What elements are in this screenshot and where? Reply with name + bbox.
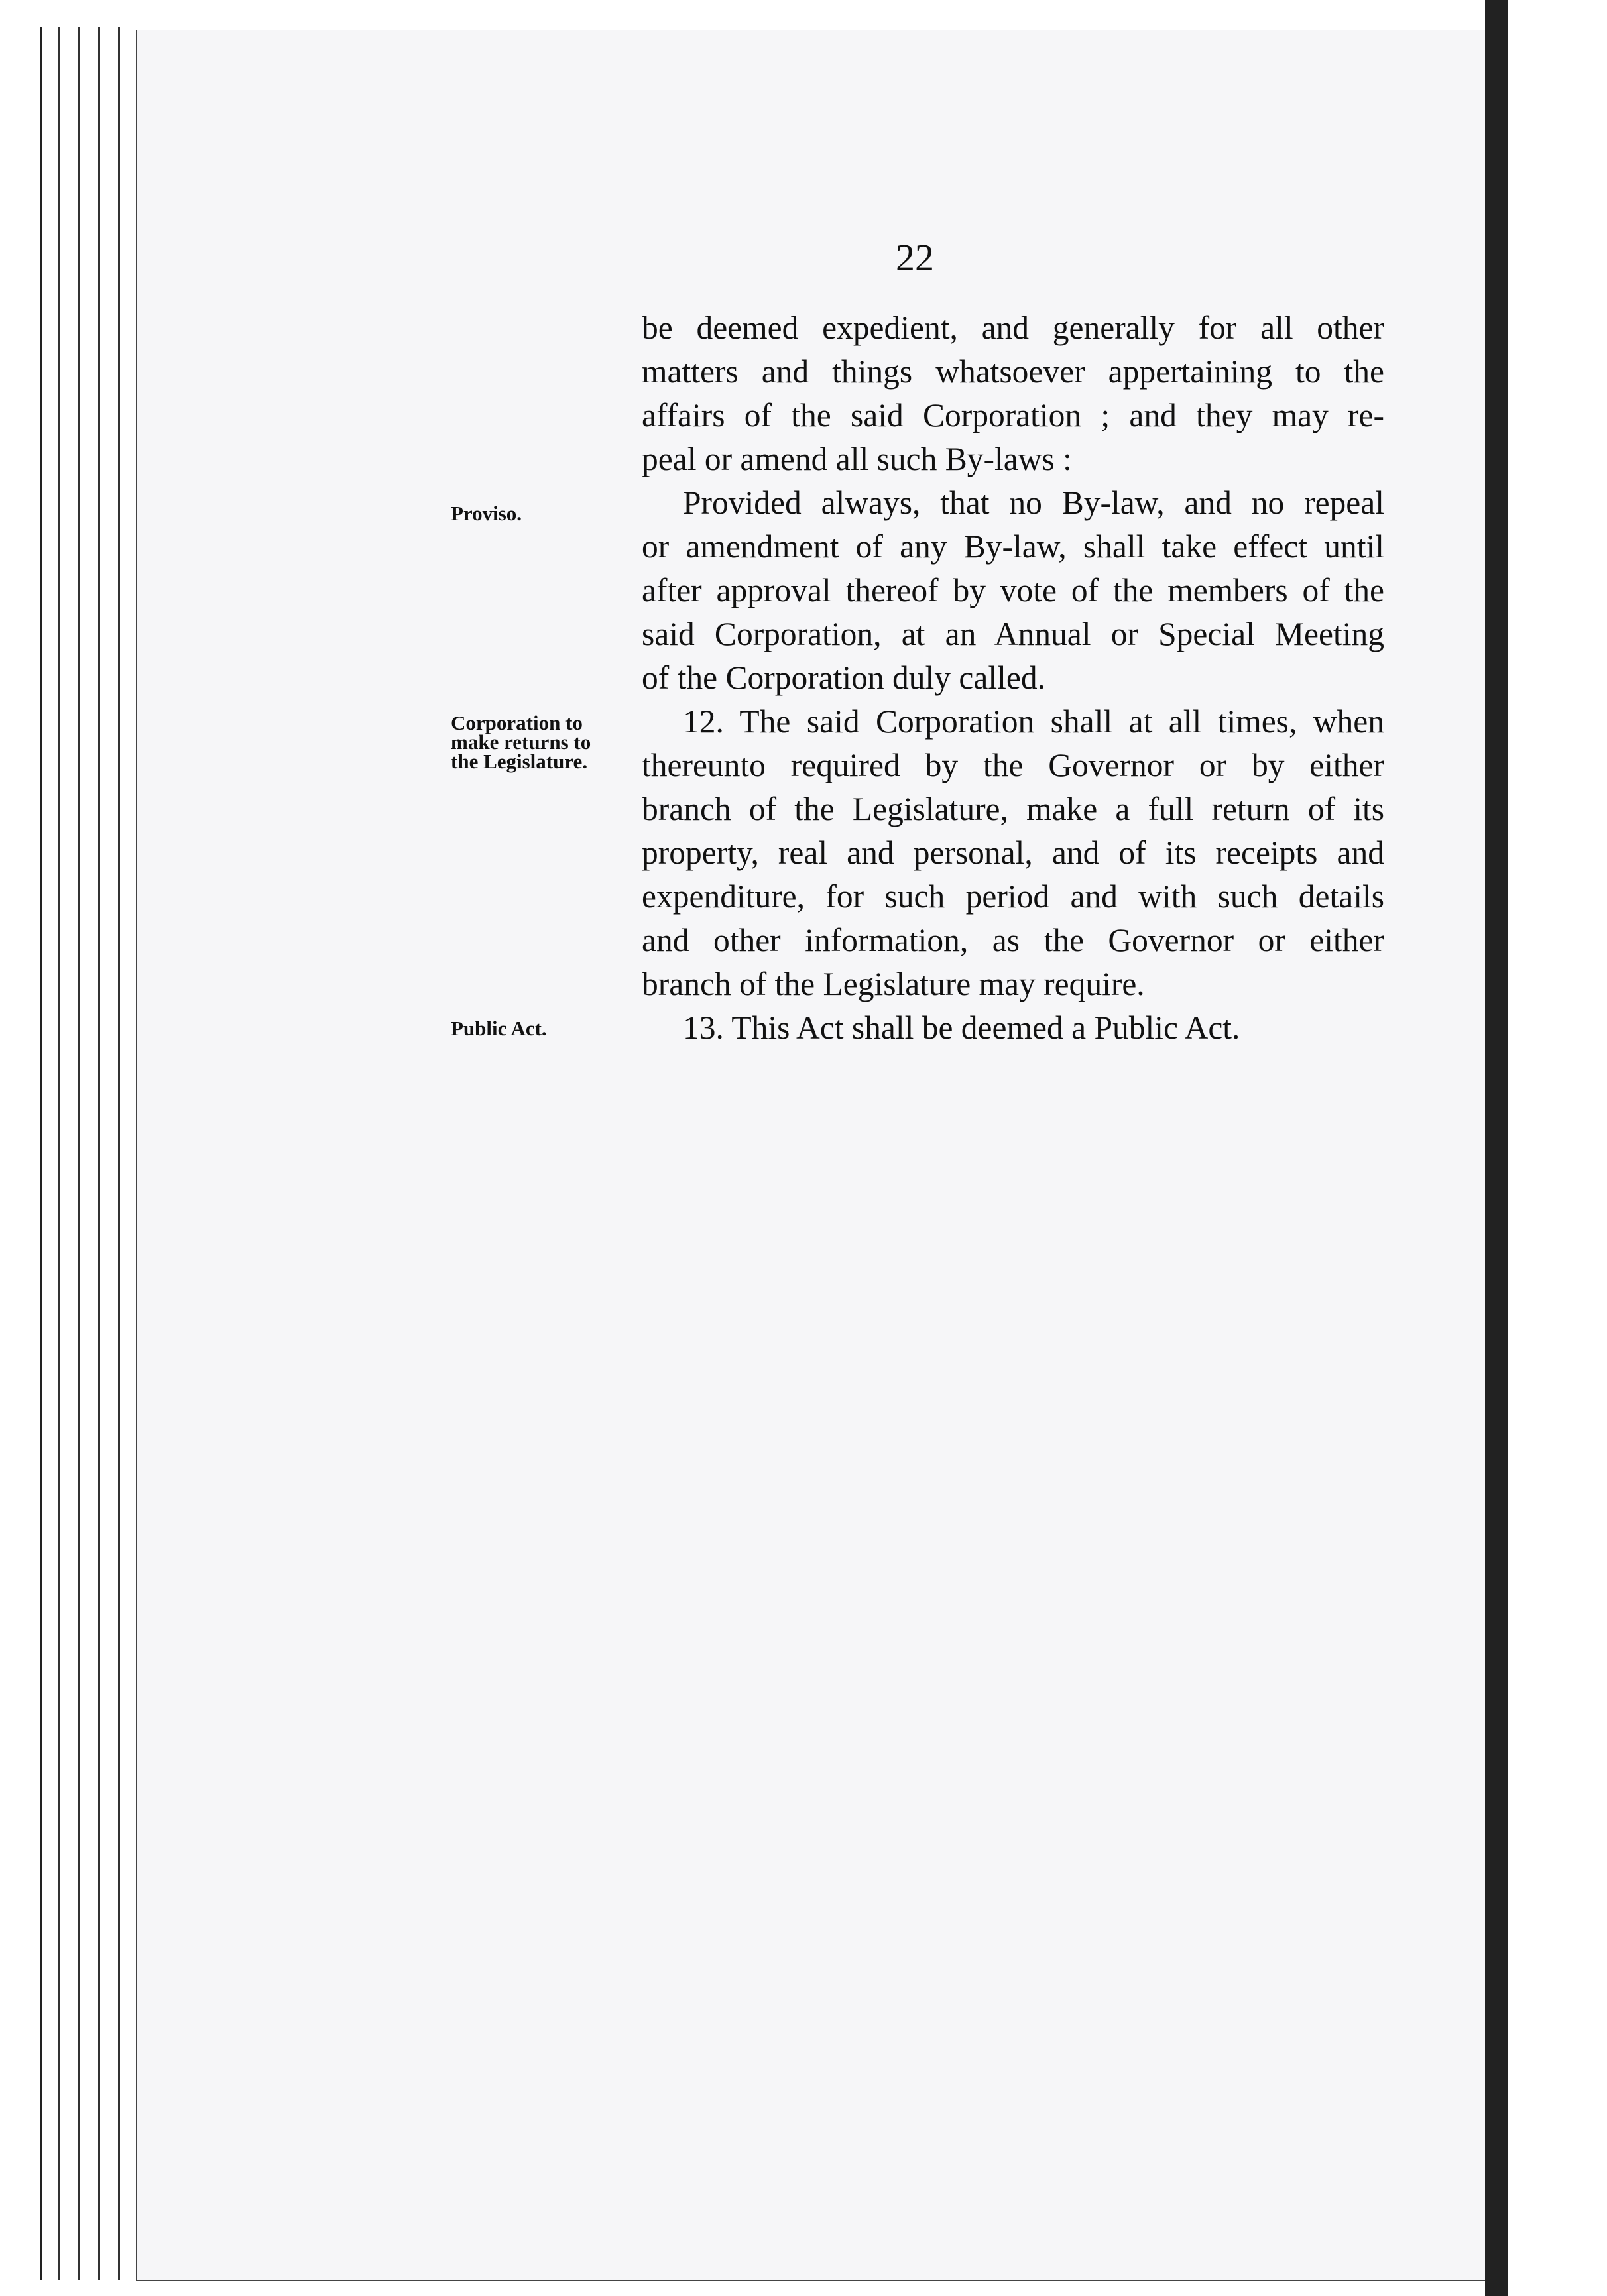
margin-note-public-act bbox=[451, 1019, 547, 1038]
margin-note-text: Corporation to bbox=[451, 711, 583, 734]
page-edge bbox=[118, 27, 120, 2280]
book-spine bbox=[1485, 0, 1508, 2296]
text-line: 12. The said Corporation shall at all times, when bbox=[683, 703, 1384, 740]
text-line: thereunto required by the Governor or by either bbox=[642, 747, 1384, 783]
margin-note-text: the Legislature. bbox=[451, 750, 588, 773]
text-line: expenditure, for such period and with such details bbox=[642, 878, 1384, 915]
page-edge bbox=[58, 27, 60, 2280]
text-line: property, real and personal, and of its receipts and bbox=[642, 834, 1384, 871]
margin-note-proviso bbox=[451, 504, 522, 523]
text-line: 13. This Act shall be deemed a Public Act. bbox=[683, 1009, 1240, 1046]
page-edges bbox=[40, 27, 141, 2280]
margin-note-returns bbox=[451, 713, 591, 771]
page-edge bbox=[98, 27, 100, 2280]
text-line: matters and things whatsoever appertaining to the bbox=[642, 353, 1384, 390]
text-line: be deemed expedient, and generally for all other bbox=[642, 310, 1384, 346]
text-line: said Corporation, at an Annual or Special Meeting bbox=[642, 616, 1384, 652]
page-edge bbox=[78, 27, 80, 2280]
margin-note-text: Proviso. bbox=[451, 502, 522, 525]
body-text bbox=[642, 306, 1384, 1050]
text-line: or amendment of any By-law, shall take effect until bbox=[642, 528, 1384, 565]
text-line: peal or amend all such By-laws : bbox=[642, 441, 1072, 477]
text-line: Provided always, that no By-law, and no repeal bbox=[683, 485, 1384, 521]
text-line: affairs of the said Corporation ; and they may re- bbox=[642, 397, 1384, 433]
text-line: branch of the Legislature, make a full return of its bbox=[642, 791, 1384, 827]
page-number: 22 bbox=[896, 236, 934, 279]
text-line: of the Corporation duly called. bbox=[642, 660, 1045, 696]
margin-note-text: make returns to bbox=[451, 730, 591, 754]
scan-margin bbox=[1508, 0, 1607, 2296]
margin-note-text: Public Act. bbox=[451, 1017, 547, 1040]
text-line: branch of the Legislature may require. bbox=[642, 966, 1145, 1002]
text-line: after approval thereof by vote of the members of the bbox=[642, 572, 1384, 608]
text-line: and other information, as the Governor or either bbox=[642, 922, 1384, 958]
